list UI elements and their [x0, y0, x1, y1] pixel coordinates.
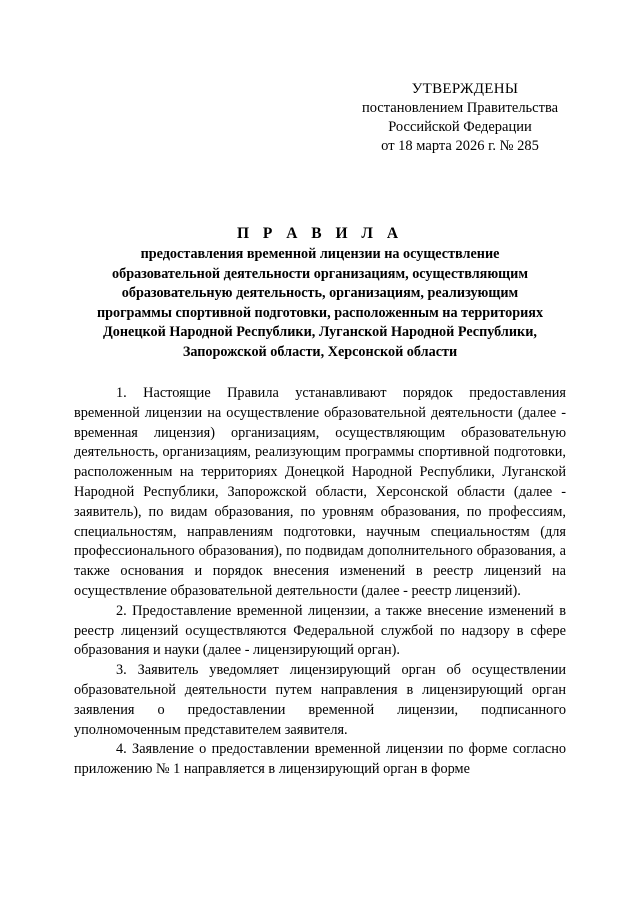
approval-line-2: Российской Федерации [388, 119, 532, 135]
document-subtitle [70, 245, 570, 363]
subtitle-line: предоставления временной лицензии на осуществление [140, 246, 500, 262]
approval-line-3: от 18 марта 2026 г. № 285 [381, 138, 539, 154]
subtitle-line: образовательной деятельности организациям, осуществляющим [112, 265, 528, 282]
approval-stamp [340, 80, 580, 156]
approval-line-1: постановлением Правительства [361, 100, 559, 116]
subtitle-line: Донецкой Народной Республики, Луганской Народной Республики, [103, 324, 537, 341]
paragraph-2: 2. Предоставление временной лицензии, а также внесение изменений в реестр лицензий осуществляются Федеральной службой по надзору в сфере образования и науки (далее - лицензирующий орган). [74, 602, 566, 659]
subtitle-line: образовательную деятельность, организациям, реализующим [121, 285, 519, 302]
subtitle-line: программы спортивной подготовки, расположенным на территориях [96, 304, 544, 321]
document-body [74, 384, 566, 780]
paragraph-4: 4. Заявление о предоставлении временной лицензии по форме согласно приложению № 1 направляется в лицензирующий орган в форме [74, 741, 566, 778]
document-title: П Р А В И Л А [236, 225, 404, 242]
approval-title: УТВЕРЖДЕНЫ [411, 81, 519, 97]
subtitle-line: Запорожской области, Херсонской области [182, 343, 458, 360]
paragraph-3: 3. Заявитель уведомляет лицензирующий орган об осуществлении образовательной деятельности путем направления в лицензирующий орган заявления о предоставлении временной лицензии, подписанного уполномоченным представителем заявителя. [74, 662, 566, 738]
paragraph-1: 1. Настоящие Правила устанавливают порядок предоставления временной лицензии на осуществление образовательной деятельности (далее - временная лицензия) организациям, осуществляющим образовательную деятельность, организациям, реализующим программы спортивной подготовки, расположенным на территориях Донецкой Народной Республики, Луганской Народной Республики, Запорожской области, Херсонской области (далее - заявитель), по видам образования, по уровням образования, по профессиям, специальностям, направлениям подготовки, научным специальностям (для профессионального образования), по подвидам дополнительного образования, а также основания и порядок внесения изменений в реестр лицензий на осуществление образовательной деятельности (далее - реестр лицензий). [74, 385, 566, 599]
